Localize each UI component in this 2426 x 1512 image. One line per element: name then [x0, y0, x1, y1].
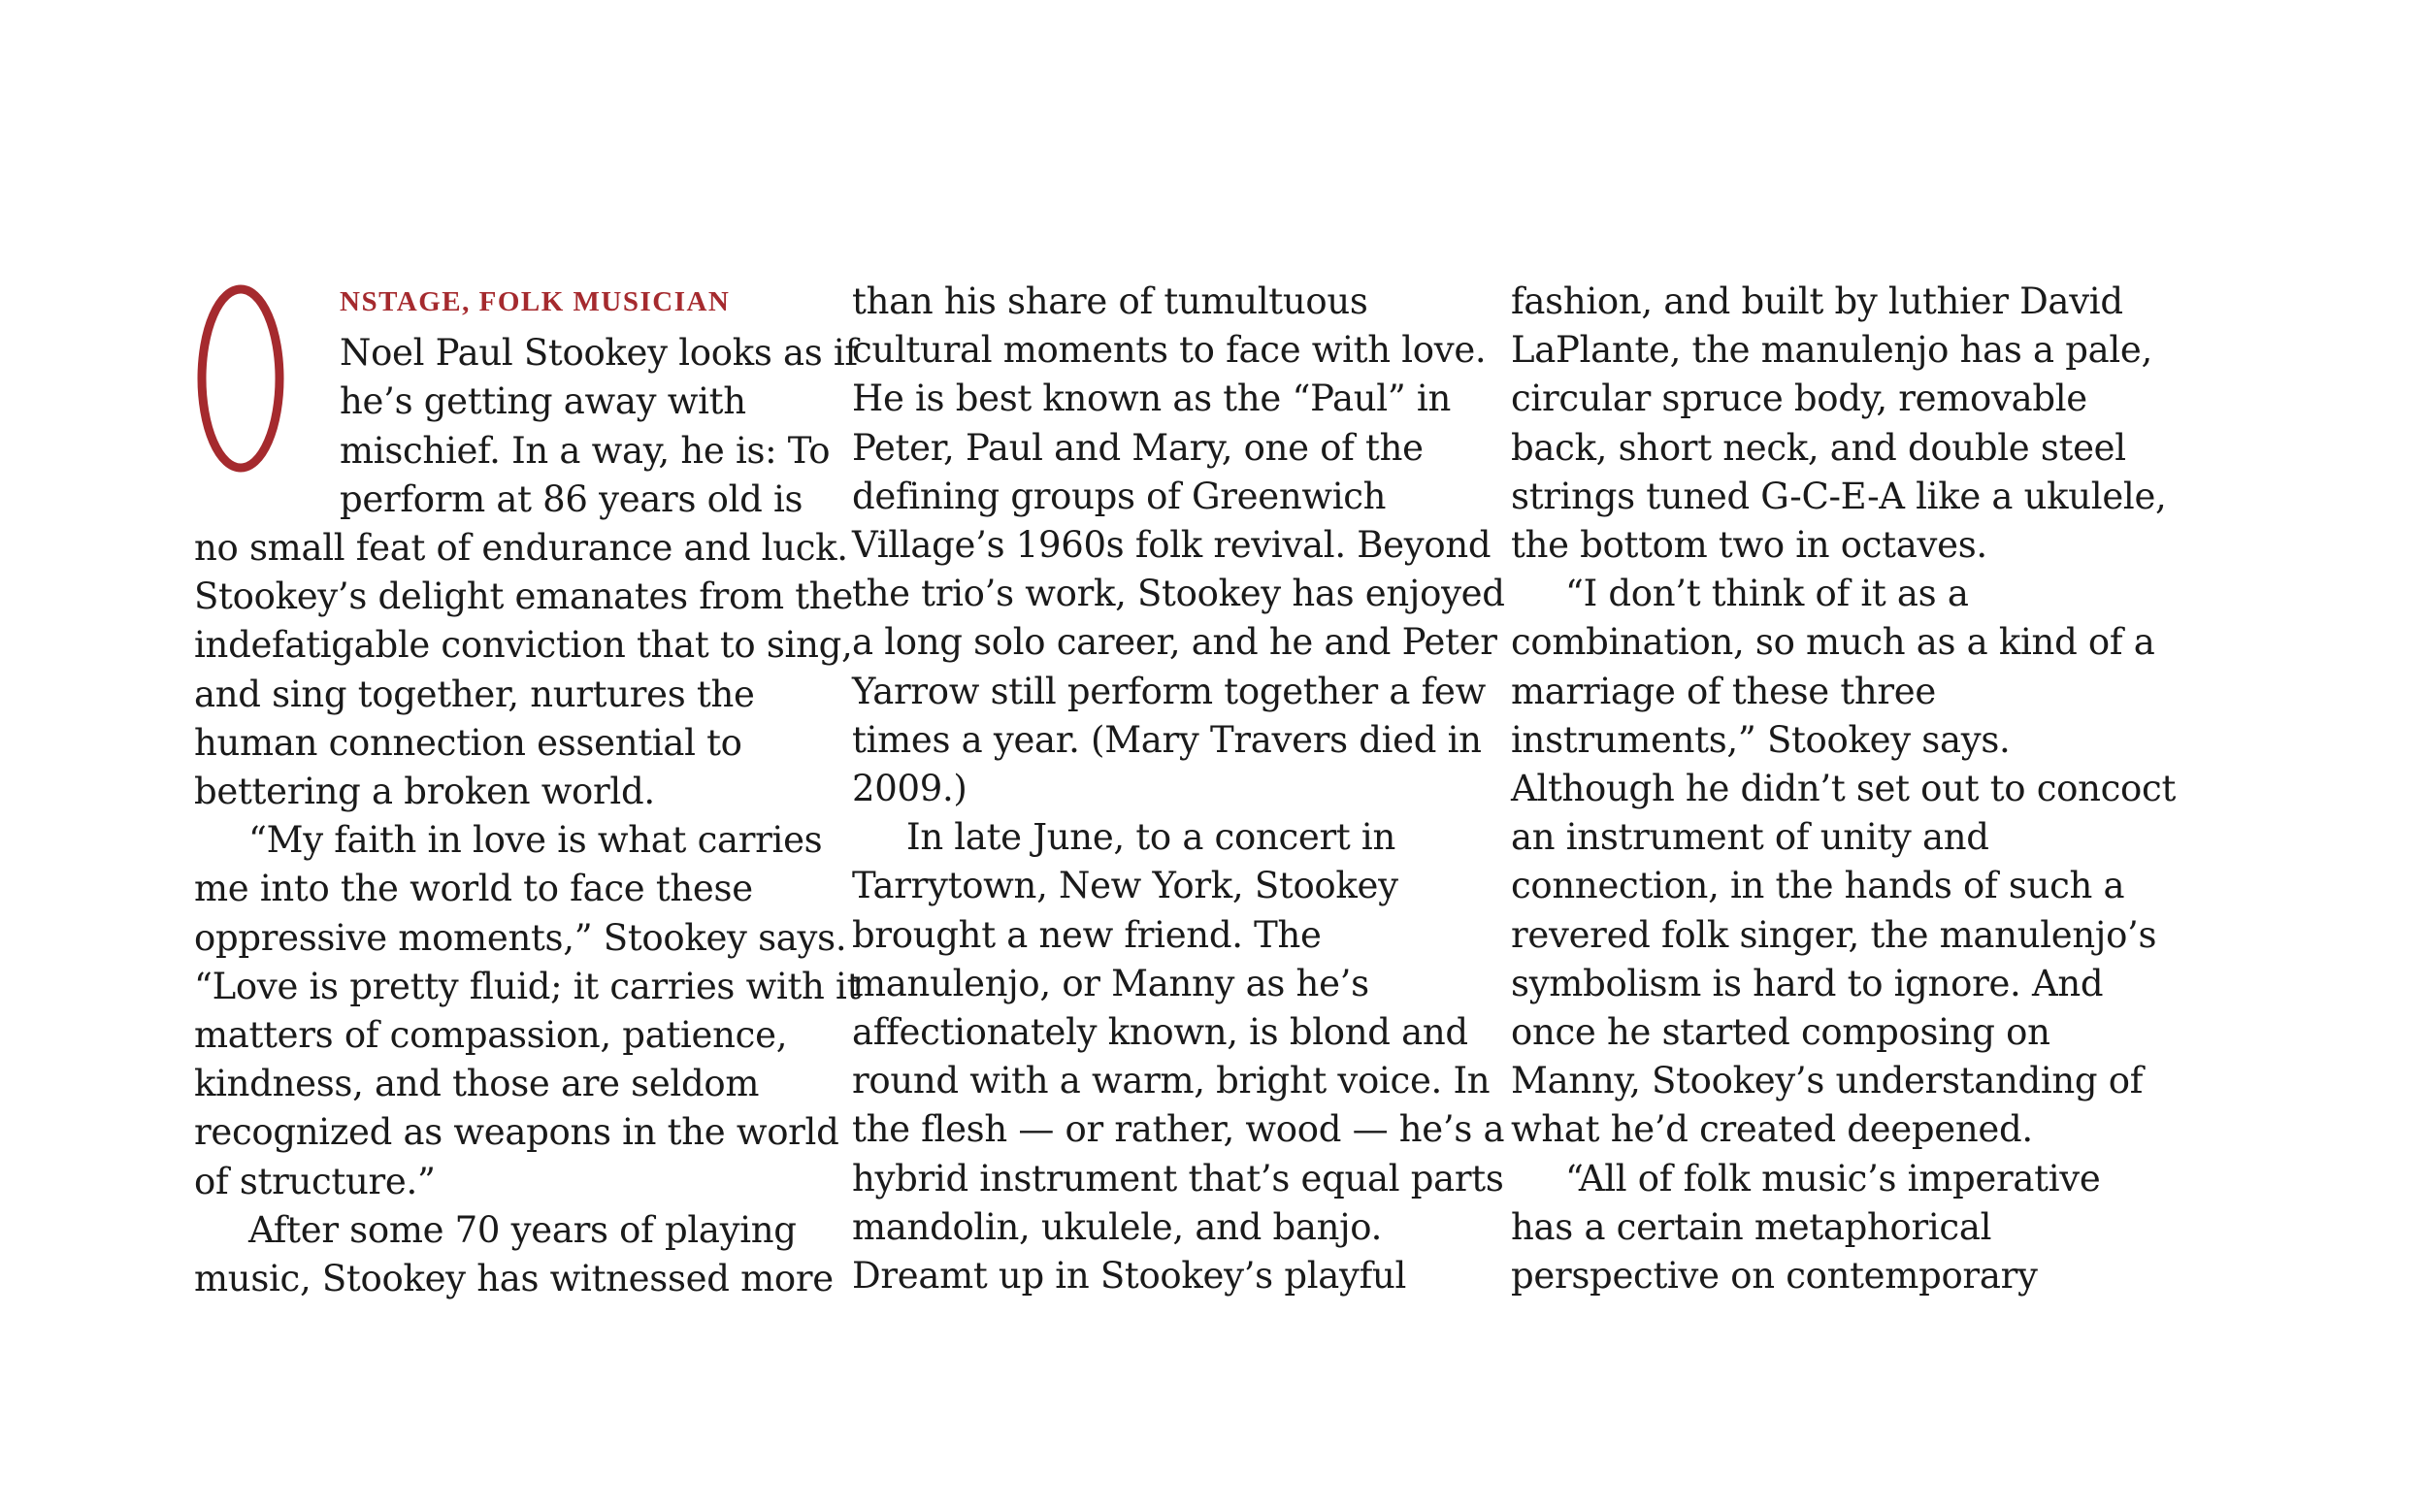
text-line: manulenjo, or Manny as he’s [852, 962, 1369, 1004]
text-line: revered folk singer, the manulenjo’s [1511, 913, 2157, 956]
text-line: a long solo career, and he and Peter [852, 621, 1497, 664]
text-line: Noel Paul Stookey looks as if [340, 332, 858, 375]
text-line: After some 70 years of playing [248, 1208, 797, 1251]
text-line: affectionately known, is blond and [852, 1011, 1468, 1054]
text-line: once he started composing on [1511, 1011, 2050, 1054]
text-line: In late June, to a concert in [906, 816, 1395, 859]
text-line: mischief. In a way, he is: To [340, 429, 831, 472]
text-line: Although he didn’t set out to concoct [1511, 768, 2177, 810]
text-line: He is best known as the “Paul” in [852, 378, 1451, 420]
text-line: has a certain metaphorical [1511, 1205, 1992, 1248]
text-line: fashion, and built by luthier David [1511, 280, 2123, 322]
article-column-3 [1511, 278, 2177, 1300]
article-column-2 [852, 278, 1505, 1300]
text-line: perform at 86 years old is [340, 477, 803, 520]
text-line: matters of compassion, patience, [194, 1014, 788, 1057]
text-line: Peter, Paul and Mary, one of the [852, 426, 1424, 469]
text-line: combination, so much as a kind of a [1511, 621, 2155, 664]
text-line: mandolin, ukulele, and banjo. [852, 1205, 1383, 1248]
text-line: of structure.” [194, 1160, 436, 1202]
text-line: no small feat of endurance and luck. [194, 527, 848, 570]
text-line: me into the world to face these [194, 868, 753, 910]
text-line: round with a warm, bright voice. In [852, 1060, 1491, 1102]
text-line: “My faith in love is what carries [248, 819, 823, 862]
text-line: “I don’t think of it as a [1565, 573, 1969, 615]
text-line: hybrid instrument that’s equal parts [852, 1157, 1504, 1200]
text-line: “Love is pretty fluid; it carries with it [194, 965, 862, 1007]
text-line: human connection essential to [194, 721, 742, 764]
text-line: an instrument of unity and [1511, 816, 1989, 859]
text-line: instruments,” Stookey says. [1511, 718, 2011, 761]
text-line: and sing together, nurtures the [194, 673, 755, 715]
text-line: circular spruce body, removable [1511, 378, 2087, 420]
text-line: the trio’s work, Stookey has enjoyed [852, 573, 1505, 615]
text-line: recognized as weapons in the world [194, 1111, 839, 1154]
text-line: he’s getting away with [340, 380, 746, 423]
drop-cap [192, 278, 340, 481]
text-line: music, Stookey has witnessed more [194, 1258, 834, 1300]
text-line: the flesh — or rather, wood — he’s a [852, 1108, 1505, 1151]
text-line: times a year. (Mary Travers died in [852, 718, 1482, 761]
text-line: Stookey’s delight emanates from the [194, 575, 853, 618]
text-line: Manny, Stookey’s understanding of [1511, 1060, 2144, 1102]
text-line: brought a new friend. The [852, 913, 1322, 956]
text-line: what he’d created deepened. [1511, 1108, 2033, 1151]
text-line: bettering a broken world. [194, 771, 655, 813]
text-line: “All of folk music’s imperative [1565, 1157, 2101, 1200]
text-line: Dreamt up in Stookey’s playful [852, 1255, 1407, 1298]
kicker-text: NSTAGE, FOLK MUSICIAN [340, 286, 731, 317]
text-line: than his share of tumultuous [852, 280, 1368, 322]
drop-cap-letter [192, 278, 338, 481]
text-line: 2009.) [852, 768, 967, 810]
text-line: symbolism is hard to ignore. And [1511, 962, 2104, 1004]
text-line: cultural moments to face with love. [852, 329, 1487, 372]
text-line: back, short neck, and double steel [1511, 426, 2126, 469]
text-line: the bottom two in octaves. [1511, 524, 1987, 567]
text-line: connection, in the hands of such a [1511, 865, 2125, 907]
text-line: marriage of these three [1511, 670, 1937, 712]
text-line: perspective on contemporary [1511, 1255, 2038, 1298]
text-line: Village’s 1960s folk revival. Beyond [852, 524, 1492, 567]
text-line: defining groups of Greenwich [852, 475, 1387, 517]
text-line: strings tuned G-C-E-A like a ukulele, [1511, 475, 2167, 517]
text-line: indefatigable conviction that to sing, [194, 624, 853, 667]
text-line: Tarrytown, New York, Stookey [852, 865, 1398, 907]
text-line: Yarrow still perform together a few [852, 670, 1486, 712]
text-line: LaPlante, the manulenjo has a pale, [1511, 329, 2152, 372]
text-line: oppressive moments,” Stookey says. [194, 916, 847, 959]
article-column-1 [194, 278, 862, 1303]
text-line: kindness, and those are seldom [194, 1063, 760, 1105]
